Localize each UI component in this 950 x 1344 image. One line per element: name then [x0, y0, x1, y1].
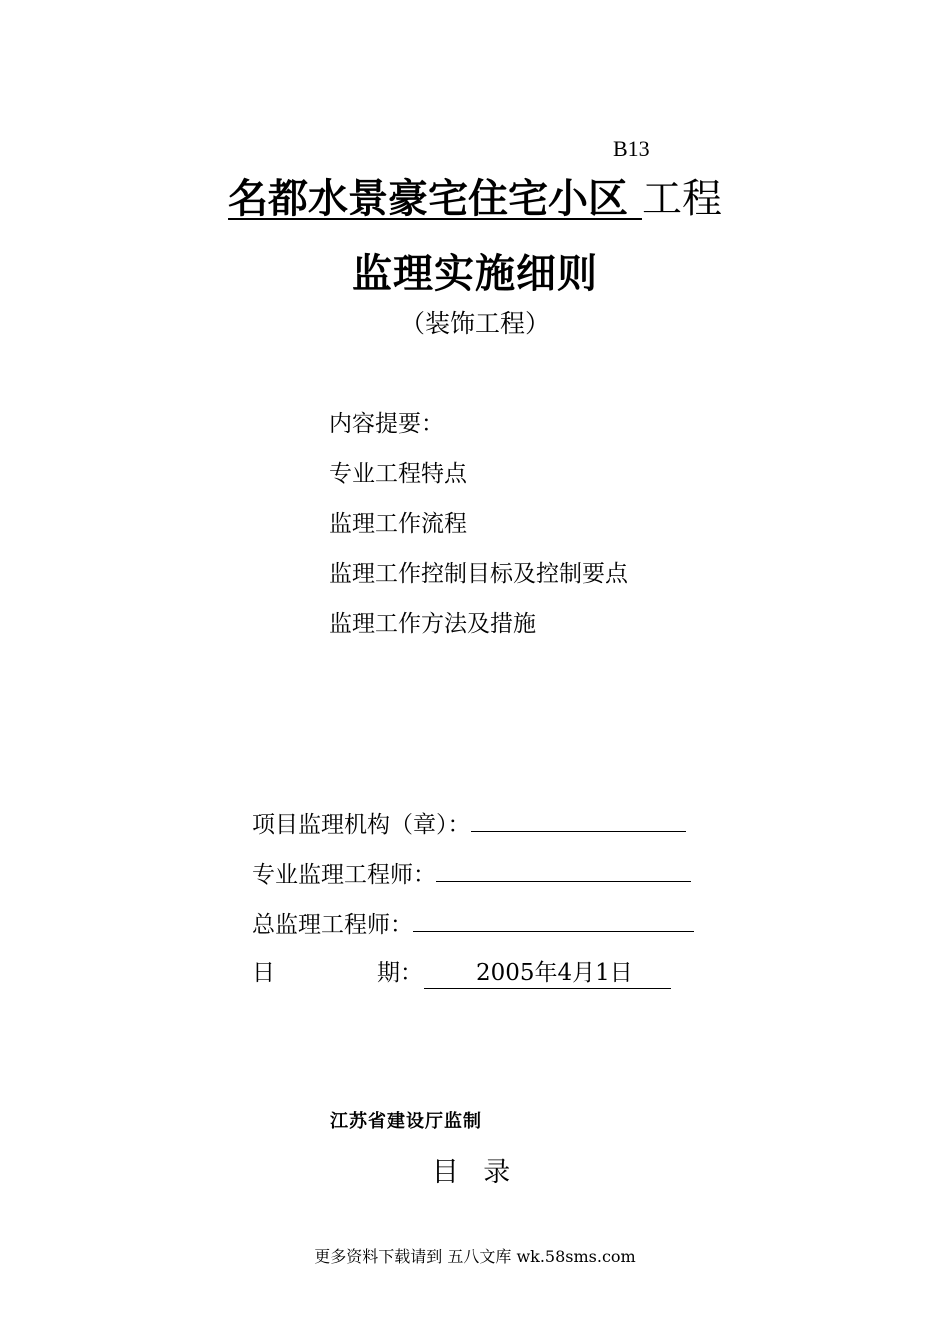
summary-item: 专业工程特点: [329, 461, 467, 487]
footer-note[interactable]: 更多资料下载请到 五八文库 wk.58sms.com: [314, 1247, 636, 1266]
engineer-row: [252, 851, 694, 901]
issuer-text: 江苏省建设厅监制: [330, 1111, 482, 1132]
date-label: [252, 951, 424, 995]
organization-row: [252, 801, 694, 851]
chief-field[interactable]: [413, 901, 694, 932]
summary-heading: 内容提要：: [329, 411, 444, 437]
date-label-left: 日: [252, 960, 275, 986]
project-title: [0, 172, 950, 226]
document-title: 监理实施细则: [352, 251, 598, 297]
project-name: 名都水景豪宅住宅小区: [228, 176, 642, 222]
chief-row: [252, 901, 694, 951]
project-suffix: 工程: [641, 176, 722, 222]
document-subtitle: （装饰工程）: [399, 309, 550, 338]
chief-label: 总监理工程师：: [252, 912, 413, 938]
summary-item: 监理工作流程: [329, 511, 467, 537]
date-row: [252, 951, 694, 1001]
summary-item: 监理工作方法及措施: [329, 611, 536, 637]
date-label-right: 期：: [377, 960, 423, 986]
engineer-field[interactable]: [436, 851, 691, 882]
signoff-block: [252, 801, 694, 1001]
engineer-label: 专业监理工程师：: [252, 862, 436, 888]
organization-label: 项目监理机构（章）：: [252, 812, 471, 838]
organization-field[interactable]: [471, 801, 686, 832]
date-value[interactable]: 2005年4月1日: [424, 958, 671, 989]
toc-heading: 目 录: [431, 1157, 519, 1188]
summary-item: 监理工作控制目标及控制要点: [329, 561, 628, 587]
content-summary: [329, 404, 628, 654]
document-code: B13: [613, 136, 650, 161]
